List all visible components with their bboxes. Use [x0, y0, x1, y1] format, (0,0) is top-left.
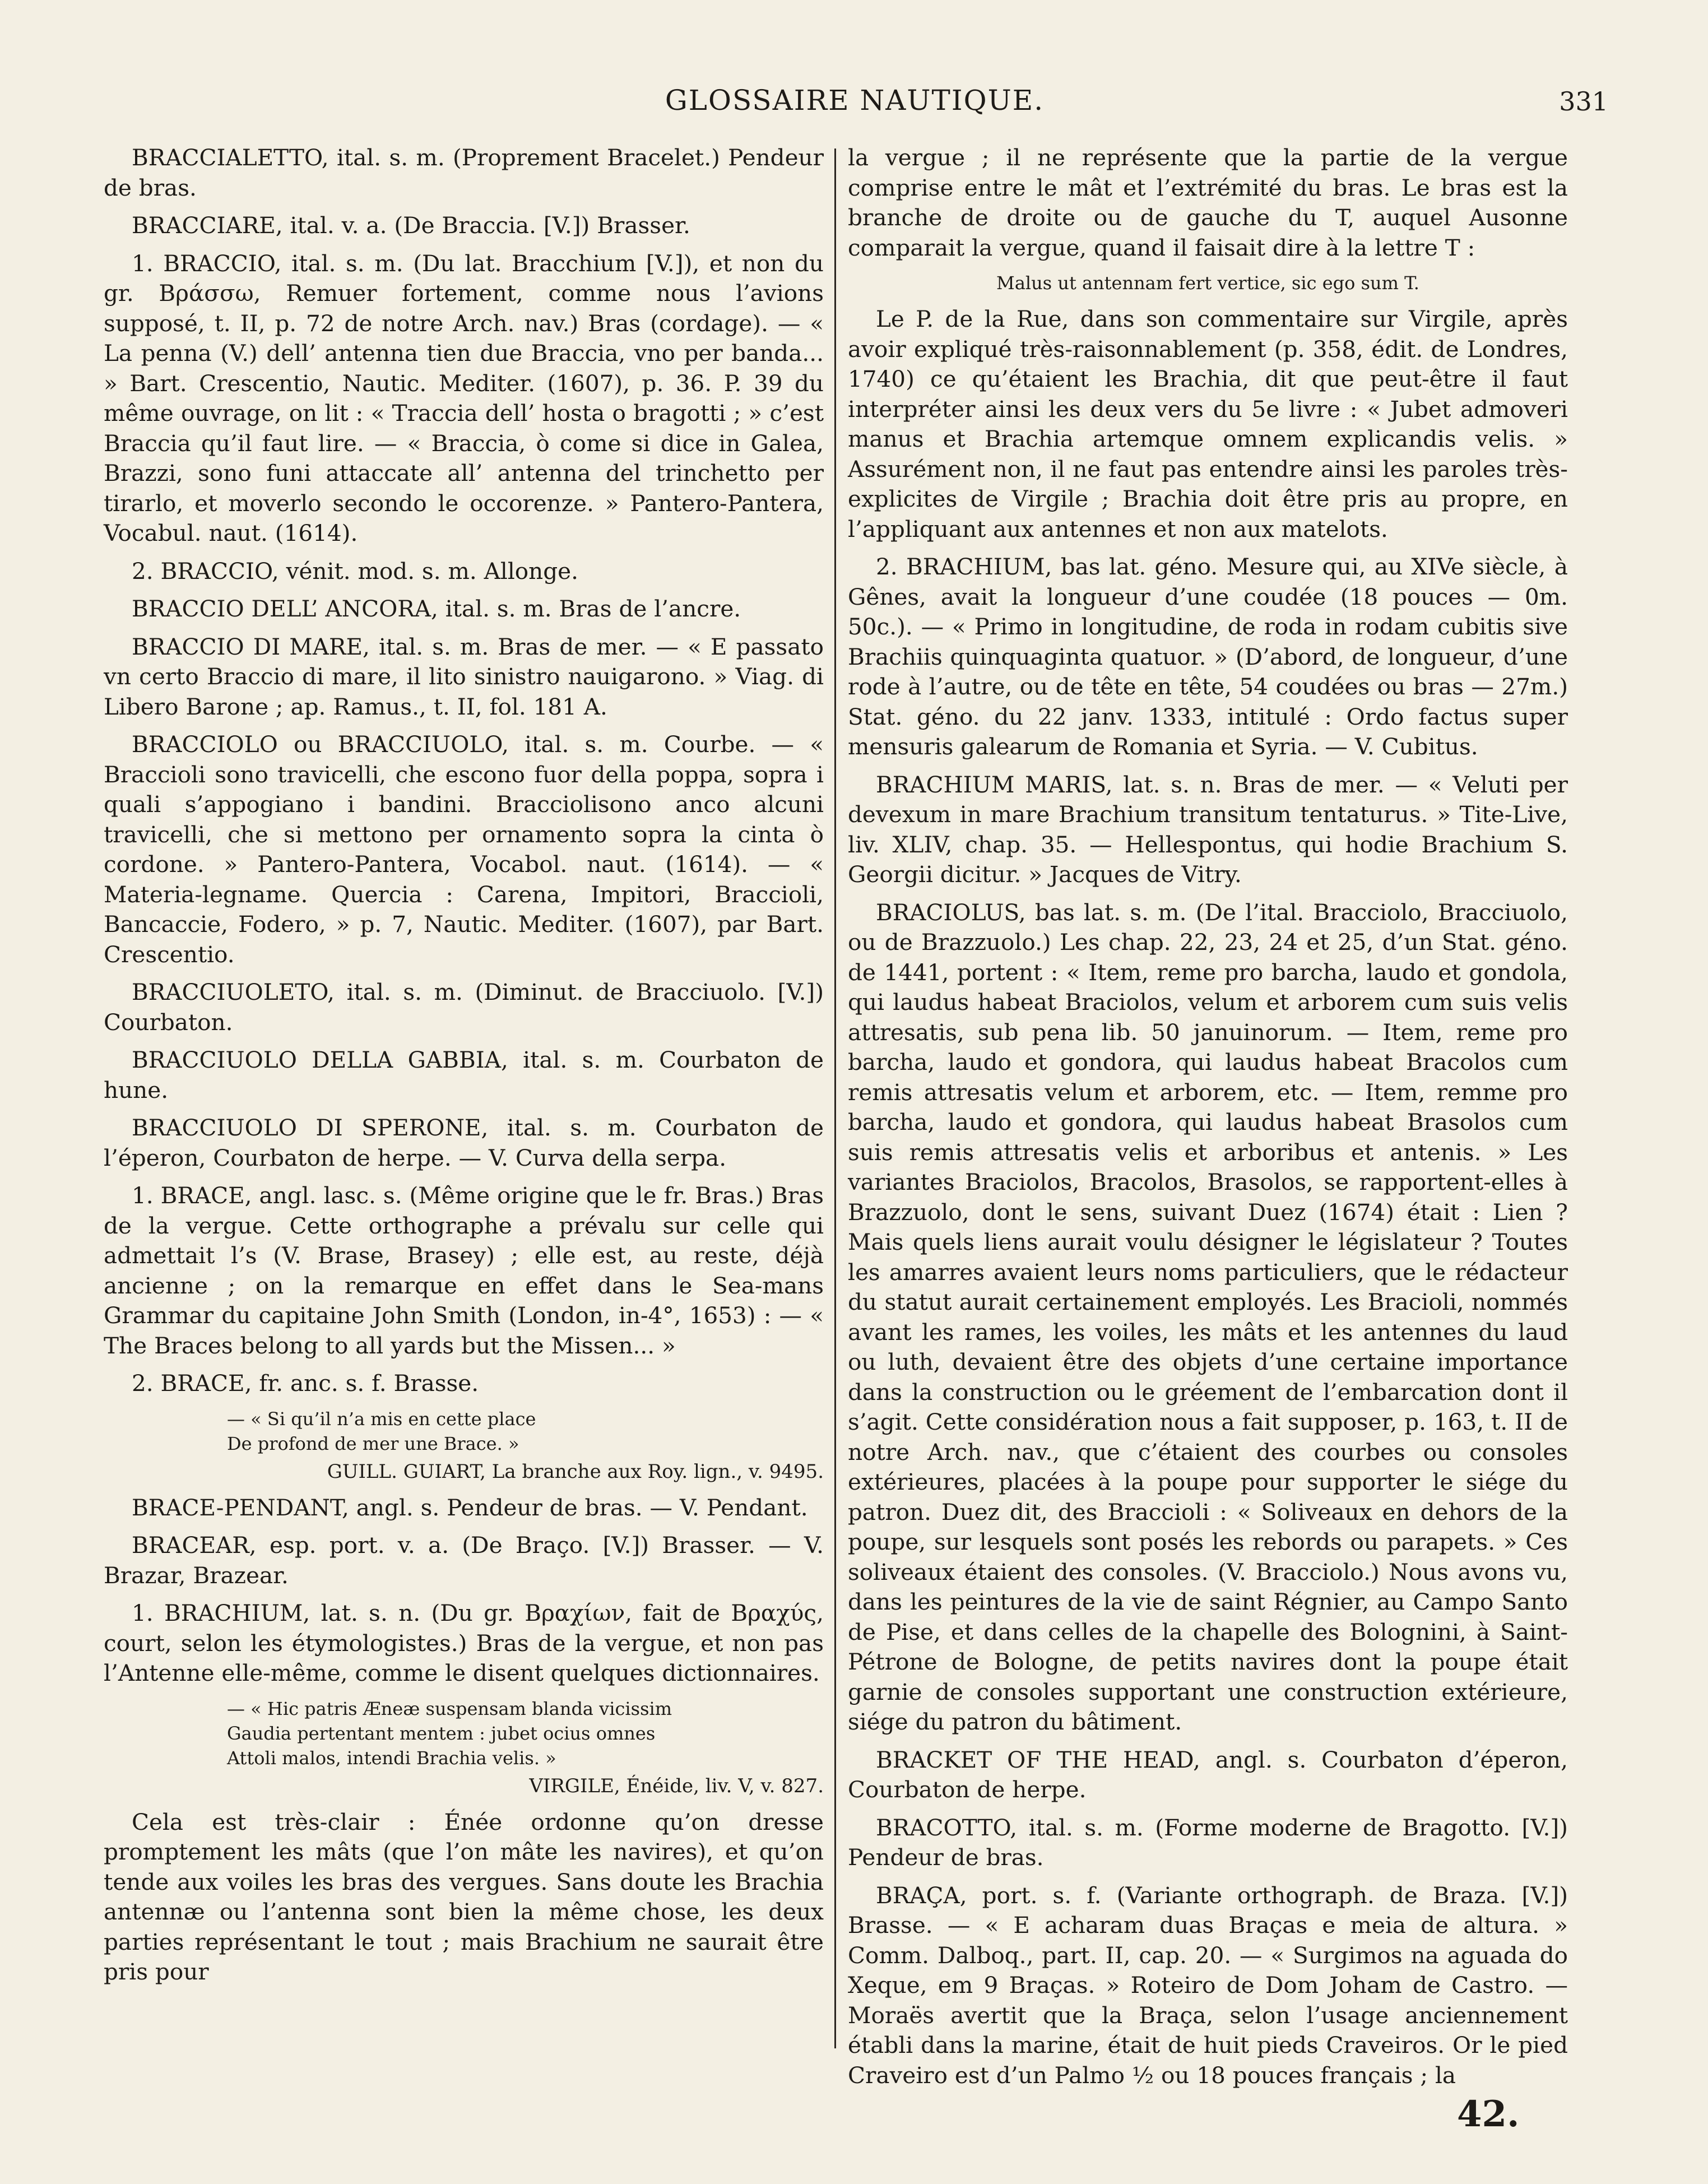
entry-braccio-2: 2. BRACCIO, vénit. mod. s. m. Allonge. — [132, 557, 579, 585]
paragraph-continuation: la vergue ; il ne représente que la partie de la vergue comprise entre le mât et l’extrémité du bras. Le bras est la branche de droite ou de gauche du T, auquel Ausonne comparait la vergue, quand il faisait dire à la lettre T : — [848, 144, 1568, 261]
paragraph-cela: Cela est très-clair : Énée ordonne qu’on dresse promptement les mâts (que l’on mâte les navires), et qu’on tende aux voiles les bras des vergues. Sans doute les Brachia antennæ ou l’antenna sont bien la même chose, les deux parties représentant le tout ; mais Brachium ne saurait être pris pour — [104, 1808, 824, 1985]
quote-line: Attoli malos, intendi Brachia velis. » — [227, 1747, 556, 1769]
entry-braccialetto: BRACCIALETTO, ital. s. m. (Proprement Bracelet.) Pendeur de bras. — [104, 144, 824, 201]
entry-bracket-of-the-head: BRACKET OF THE HEAD, angl. s. Courbaton d’éperon, Courbaton de herpe. — [848, 1746, 1568, 1803]
quote-citation: GUILL. GUIART, La branche aux Roy. lign., v. 9495. — [327, 1460, 824, 1483]
page-title: GLOSSAIRE NAUTIQUE. — [665, 84, 1045, 117]
entry-braca: BRAÇA, port. s. f. (Variante orthograph. de Braza. [V.]) Brasse. — « E acharam duas Braças e meia de altura. » Comm. Dalboq., part. II, cap. 20. — « Surgimos na aguada do Xeque, em 9 Braças. » Roteiro de Dom Joham de Castro. — Moraës avertit que la Braça, selon l’usage anciennement établi dans la marine, était de huit pieds Craveiros. Or le pied Craveiro est d’un Palmo ½ ou 18 pouces français ; la — [848, 1881, 1568, 2089]
quote-ausone — [848, 271, 1568, 295]
quote-line: — « Si qu’il n’a mis en cette place — [227, 1408, 536, 1430]
entry-braccio-di-mare: BRACCIO DI MARE, ital. s. m. Bras de mer. — « E passato vn certo Braccio di mare, il lito sinistro nauigarono. » Viag. di Libero Barone ; ap. Ramus., t. II, fol. 181 A. — [104, 633, 824, 720]
quote-guiart — [227, 1407, 824, 1484]
entry-bracciolo: BRACCIOLO ou BRACCIUOLO, ital. s. m. Courbe. — « Braccioli sono travicelli, che escono fuor della poppa, sopra i quali s’appogiano i bandini. Bracciolisono anco alcuni travicelli, che si mettono per ornamento sopra la cinta ò cordone. » Pantero-Pantera, Vocabol. naut. (1614). — « Materia-legname. Quercia : Carena, Impitori, Braccioli, Bancaccie, Fodero, » p. 7, Nautic. Mediter. (1607), par Bart. Crescentio. — [104, 731, 824, 968]
entry-braciolus: BRACIOLUS, bas lat. s. m. (De l’ital. Bracciolo, Bracciuolo, ou de Brazzuolo.) Les chap. 22, 23, 24 et 25, d’un Stat. géno. de 1441, portent : « Item, reme pro barcha, laudo et gondola, qui laudus habeat Braciolos, velum et arborem cum suis velis attresatis, sub pena lib. 50 januinorum. — Item, reme pro barcha, laudo et gondora, qui laudus habeat Bracolos cum remis attresatis velum et arborem, etc. — Item, remme pro barcha, laudo et gondora, qui laudus habeat Brasolos cum suis remis attresatis velis et arboribus et antenis. » Les variantes Braciolos, Bracolos, Brasolos, se rapportent-elles à Brazzuolo, dont le sens, suivant Duez (1674) était : Lien ? Mais quels liens aurait voulu désigner le législateur ? Toutes les amarres avaient leurs noms particuliers, que le rédacteur du statut aurait certainement employés. Les Bracioli, nommés avant les rames, les voiles, les mâts et les antennes du laud ou luth, devaient être des objets d’une certaine importance dans la construction ou le gréement de l’embarcation dont il s’agit. Cette considération nous a fait supposer, p. 163, t. II de notre Arch. nav., que c’étaient des courbes ou consoles extérieures, placées à la poupe pour supporter le siége du patron. Duez dit, des Braccioli : « Soliveaux en dehors de la poupe, sur lesquels sont posés les rebords ou parapets. » Ces soliveaux étaient des consoles. (V. Bracciolo.) Nous avons vu, dans les peintures de la vie de saint Régnier, au Campo Santo de Pise, et dans celles de la chapelle des Bolognini, à Saint-Pétrone de Bologne, de petits navires dont la poupe était garnie de consoles supportant une construction extérieure, siége du patron du bâtiment. — [848, 898, 1568, 1735]
entry-bracciuoleto: BRACCIUOLETO, ital. s. m. (Diminut. de Bracciuolo. [V.]) Courbaton. — [104, 979, 824, 1036]
quote-virgile — [227, 1696, 824, 1798]
entry-bracciuolo-della-gabbia: BRACCIUOLO DELLA GABBIA, ital. s. m. Courbaton de hune. — [104, 1046, 824, 1103]
entry-brace-2: 2. BRACE, fr. anc. s. f. Brasse. — [132, 1370, 479, 1397]
quote-citation: VIRGILE, Énéide, liv. V, v. 827. — [529, 1774, 824, 1797]
paragraph-de-la-rue: Le P. de la Rue, dans son commentaire sur Virgile, après avoir expliqué très-raisonnablement (p. 358, édit. de Londres, 1740) ce qu’étaient les Brachia, dit que peut-être il faut interpréter ainsi les deux vers du 5e livre : « Jubet admoveri manus et Brachia artemque omnem explicandis velis. » Assurément non, il ne faut pas entendre ainsi les paroles très-explicites de Virgile ; Brachia doit être pris au propre, en l’appliquant aux antennes et non aux matelots. — [848, 305, 1568, 542]
entry-brachium-maris: BRACHIUM MARIS, lat. s. n. Bras de mer. — « Veluti per devexum in mare Brachium transitum tentaturus. » Tite-Live, liv. XLIV, chap. 35. — Hellespontus, qui hodie Brachium S. Georgii dicitur. » Jacques de Vitry. — [848, 771, 1568, 888]
entry-brace-pendant: BRACE-PENDANT, angl. s. Pendeur de bras. — V. Pendant. — [132, 1494, 808, 1521]
entry-braccio-1: 1. BRACCIO, ital. s. m. (Du lat. Bracchium [V.]), et non du gr. Βράσσω, Remuer fortement, comme nous l’avions supposé, t. II, p. 72 de notre Arch. nav.) Bras (cordage). — « La penna (V.) dell’ antenna tien due Braccia, vno per banda... » Bart. Crescentio, Nautic. Mediter. (1607), p. 36. P. 39 du même ouvrage, on lit : « Traccia dell’ hosta o bragotti ; » c’est Braccia qu’il faut lire. — « Braccia, ò come si dice in Galea, Brazzi, sono funi attaccate all’ antenna del trinchetto per tirarlo, et moverlo secondo le occorenze. » Pantero-Pantera, Vocabul. naut. (1614). — [104, 249, 824, 546]
entry-brachium-1: 1. BRACHIUM, lat. s. n. (Du gr. Βραχίων, fait de Βραχύς, court, selon les étymologistes.) Bras de la vergue, et non pas l’Antenne elle-même, comme le disent quelques dictionnaires. — [104, 1599, 824, 1686]
page-number: 331 — [1559, 86, 1608, 117]
entry-brace-1: 1. BRACE, angl. lasc. s. (Même origine que le fr. Bras.) Bras de la vergue. Cette orthographe a prévalu sur celle qui admettait l’s (V. Brase, Brasey) ; elle est, au reste, déjà ancienne ; on la remarque en effet dans le Sea-mans Grammar du capitaine John Smith (London, in-4°, 1653) : — « The Braces belong to all yards but the Missen... » — [104, 1182, 824, 1359]
entry-brachium-2: 2. BRACHIUM, bas lat. géno. Mesure qui, au XIVe siècle, à Gênes, avait la longueur d’une coudée (18 pouces — 0m. 50c.). — « Primo in longitudine, de roda in rodam cubitis sive Brachiis quinquaginta quatuor. » (D’abord, de longueur, d’une rode à l’autre, ou de tête en tête, 54 coudées ou bras — 27m.) Stat. géno. du 22 janv. 1333, intitulé : Ordo factus super mensuris galearum de Romania et Syria. — V. Cubitus. — [848, 553, 1568, 760]
signature-mark: 42. — [1457, 2093, 1520, 2135]
entry-bracotto: BRACOTTO, ital. s. m. (Forme moderne de Bragotto. [V.]) Pendeur de bras. — [848, 1814, 1568, 1871]
entry-bracciare: BRACCIARE, ital. v. a. (De Braccia. [V.]) Brasser. — [132, 212, 690, 239]
entry-bracear: BRACEAR, esp. port. v. a. (De Braço. [V.]) Brasser. — V. Brazar, Brazear. — [104, 1532, 824, 1589]
quote-line: — « Hic patris Æneæ suspensam blanda vicissim — [227, 1698, 672, 1719]
entry-bracciuolo-di-sperone: BRACCIUOLO DI SPERONE, ital. s. m. Courbaton de l’éperon, Courbaton de herpe. — V. Curva della serpa. — [104, 1114, 824, 1171]
quote-line: Gaudia pertentant mentem : jubet ocius omnes — [227, 1722, 656, 1744]
quote-line: De profond de mer une Brace. » — [227, 1432, 519, 1454]
quote-line: Malus ut antennam fert vertice, sic ego sum T. — [996, 272, 1419, 294]
running-header — [101, 84, 1608, 123]
entry-braccio-dell-ancora: BRACCIO DELL’ ANCORA, ital. s. m. Bras de l’ancre. — [132, 595, 741, 622]
right-column — [848, 143, 1568, 2098]
left-column — [104, 143, 824, 1995]
column-divider — [834, 149, 836, 2048]
